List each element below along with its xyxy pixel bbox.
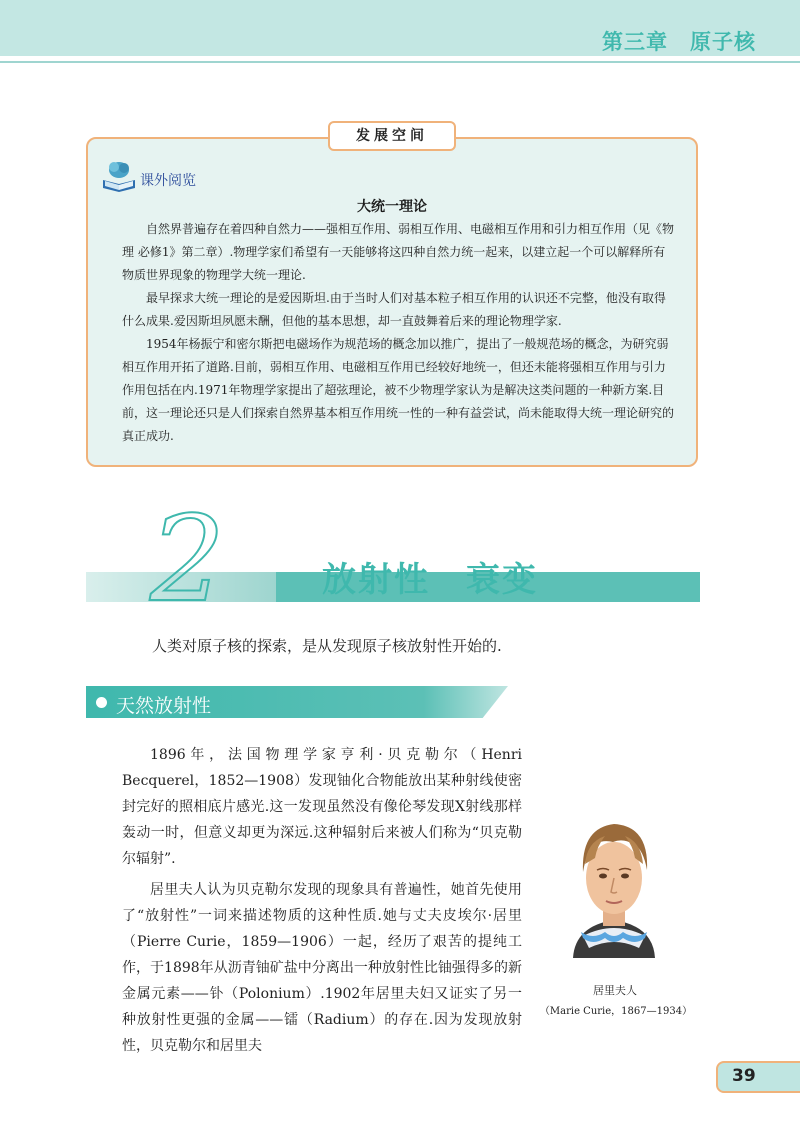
article-title: 大统一理论: [357, 199, 427, 215]
article-paragraph: 最早探求大统一理论的是爱因斯坦.由于当时人们对基本粒子相互作用的认识还不完整，他没有取得什么成果.爱因斯坦夙愿未酬，但他的基本思想，却一直鼓舞着后来的理论物理学家.: [122, 291, 666, 328]
article-body: [122, 218, 674, 448]
body-paragraph: 1896年，法国物理学家亨利·贝克勒尔（Henri Becquerel，1852—1908）发现铀化合物能放出某种射线使密封完好的照相底片感光.这一发现虽然没有像伦琴发现X射线那样轰动一时，但意义却更为深远.这种辐射后来被人们称为“贝克勒尔辐射”.: [122, 747, 522, 867]
article-paragraph: 1954年杨振宁和密尔斯把电磁场作为规范场的概念加以推广，提出了一般规范场的概念，为研究弱相互作用开拓了道路.目前，弱相互作用、电磁相互作用已经较好地统一，但还未能将强相互作用与引力作用包括在内.1971年物理学家提出了超弦理论，被不少物理学家认为是解决这类问题的一种新方案.目前，这一理论还只是人们探索自然界基本相互作用统一性的一种有益尝试，尚未能取得大统一理论研究的真正成功.: [122, 337, 675, 443]
body-paragraph: 居里夫人认为贝克勒尔发现的现象具有普遍性，她首先使用了“放射性”一词来描述物质的这种性质.她与丈夫皮埃尔·居里（Pierre Curie，1859—1906）一起，经历了艰苦的提纯工作，于1898年从沥青铀矿盐中分离出一种放射性比铀强得多的新金属元素——钋（Polonium）.1902年居里夫妇又证实了另一种放射性更强的金属——镭（Radium）的存在.因为发现放射性，贝克勒尔和居里夫: [122, 882, 522, 1054]
article-paragraph: 自然界普遍存在着四种自然力——强相互作用、弱相互作用、电磁相互作用和引力相互作用（见《物理 必修1》第二章）.物理学家们希望有一天能够将这四种自然力统一起来，以建立起一个可以解释所有物质世界现象的物理学大统一理论.: [122, 222, 675, 282]
page-number-tab: [716, 1061, 800, 1093]
bullet-dot-icon: [96, 697, 107, 708]
development-space-tab: 发展空间: [328, 121, 456, 151]
section-number: 2: [150, 490, 226, 628]
page-number: 39: [732, 1066, 756, 1086]
marie-curie-portrait: [553, 808, 675, 958]
subsection-title: 天然放射性: [116, 695, 212, 717]
chapter-title: 第三章 原子核: [602, 30, 756, 54]
portrait-caption-lifespan: （Marie Curie，1867—1934）: [539, 1006, 693, 1017]
portrait-caption-name: 居里夫人: [593, 984, 637, 997]
header-divider: [0, 61, 800, 63]
intro-sentence: 人类对原子核的探索，是从发现原子核放射性开始的.: [152, 637, 502, 655]
extracurricular-reading-label: 课外阅览: [140, 173, 196, 189]
book-reading-icon: [100, 158, 138, 194]
section-title: 放射性 衰变: [322, 560, 538, 600]
body-text: [122, 742, 522, 1059]
